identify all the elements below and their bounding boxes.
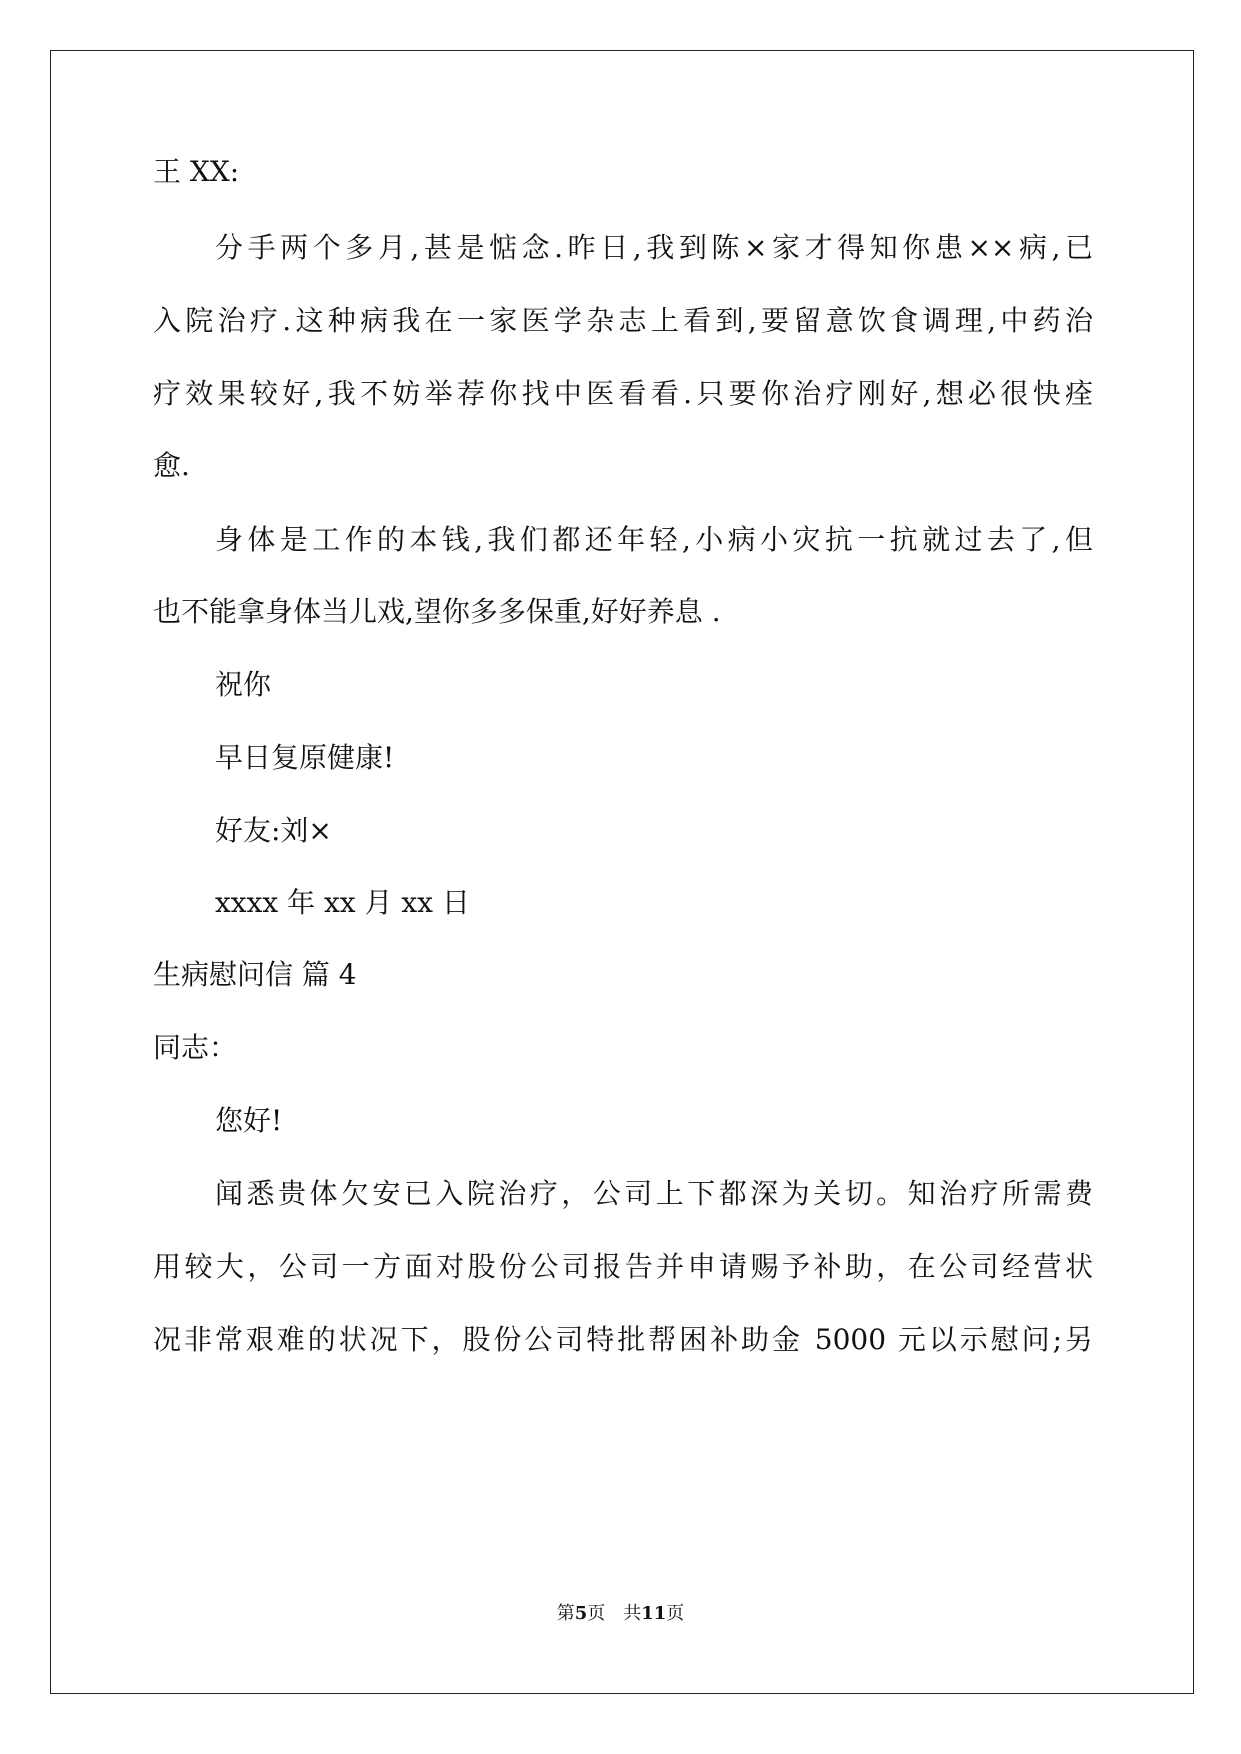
closing-wish: 早日复原健康! (215, 741, 395, 774)
page-footer (0, 1605, 1241, 1623)
salutation: 王 XX: (153, 155, 240, 188)
footer-mid: 页 共 (587, 1603, 642, 1624)
section-title: 生病慰问信 篇 4 (153, 958, 357, 991)
body-line: 也不能拿身体当儿戏,望你多多保重,好好养息 . (153, 595, 721, 628)
body-line: 况非常艰难的状况下，股份公司特批帮困补助金 5000 元以示慰问;另 (153, 1323, 1093, 1356)
body-line: 分手两个多月,甚是惦念.昨日,我到陈×家才得知你患××病,已 (215, 231, 1093, 264)
page-border (50, 50, 1194, 1694)
body-line: 入院治疗.这种病我在一家医学杂志上看到,要留意饮食调理,中药治 (153, 304, 1093, 337)
date: xxxx 年 xx 月 xx 日 (215, 886, 470, 919)
salutation: 同志： (153, 1031, 238, 1064)
footer-suffix: 页 (666, 1603, 685, 1624)
footer-current-page: 5 (574, 1603, 588, 1624)
signature: 好友:刘× (215, 814, 332, 847)
body-line: 疗效果较好,我不妨举荐你找中医看看.只要你治疗刚好,想必很快痊 (153, 377, 1093, 410)
closing-line: 祝你 (215, 668, 272, 701)
footer-prefix: 第 (556, 1603, 575, 1624)
body-line: 身体是工作的本钱,我们都还年轻,小病小灾抗一抗就过去了,但 (215, 523, 1093, 556)
footer-total-pages: 11 (641, 1603, 667, 1624)
greeting: 您好! (215, 1104, 283, 1137)
body-line: 闻悉贵体欠安已入院治疗，公司上下都深为关切。知治疗所需费 (215, 1177, 1093, 1210)
body-line: 用较大，公司一方面对股份公司报告并申请赐予补助，在公司经营状 (153, 1250, 1093, 1283)
body-line: 愈. (153, 449, 190, 482)
